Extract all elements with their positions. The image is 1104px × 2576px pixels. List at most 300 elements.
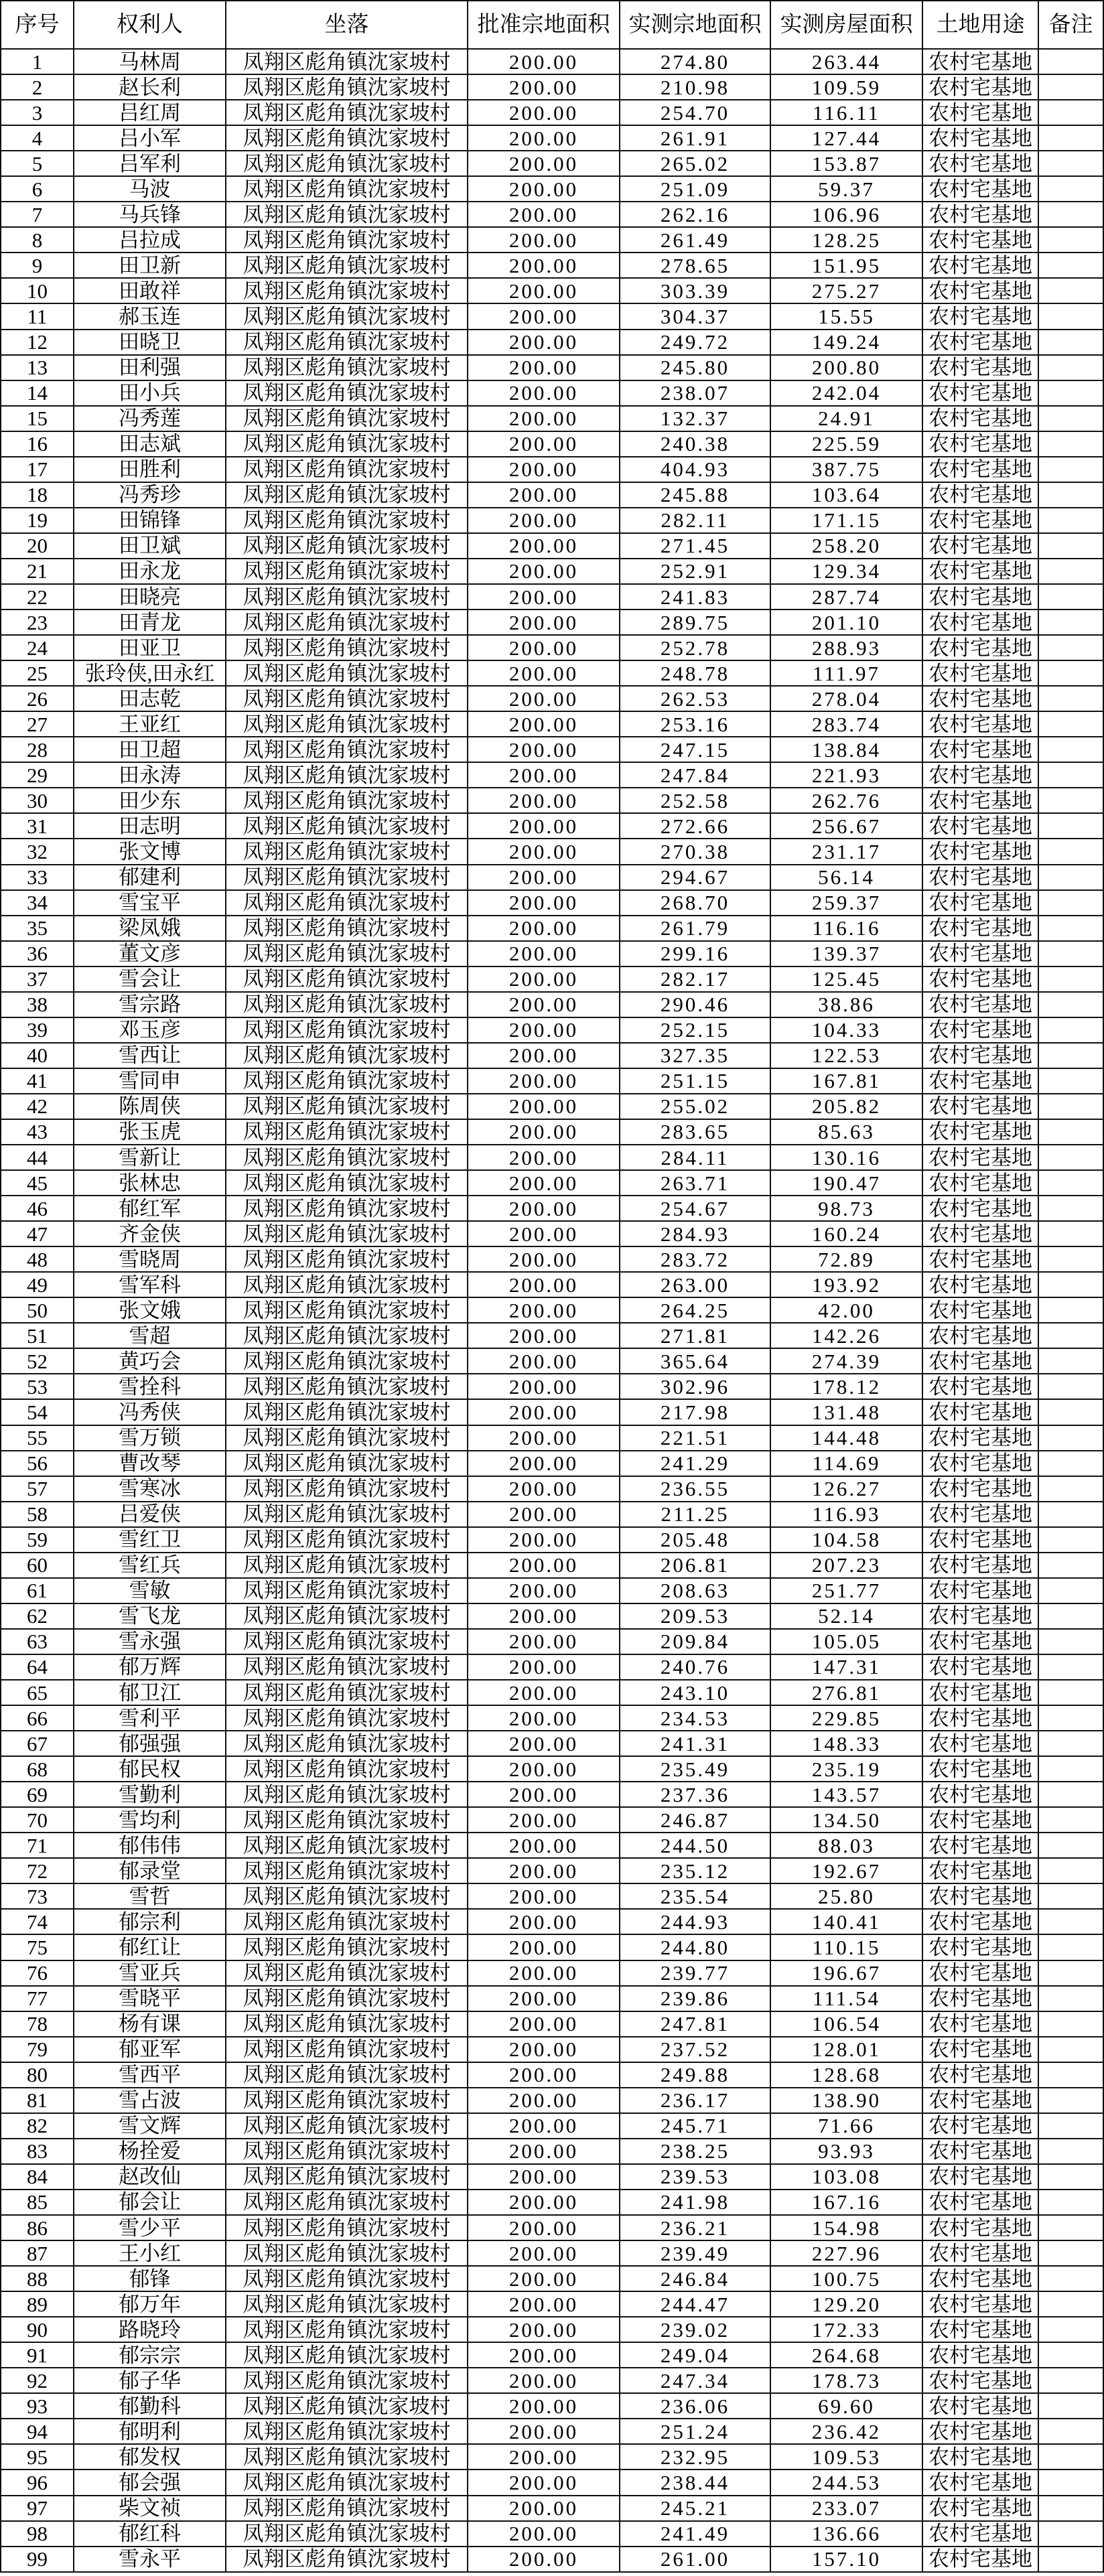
cell-location: 凤翔区彪角镇沈家坡村: [226, 712, 468, 737]
cell-row-number: 83: [1, 2139, 74, 2165]
cell-measured-house-area: 134.50: [771, 1808, 923, 1833]
cell-remark: [1039, 483, 1104, 508]
cell-row-number: 1: [1, 50, 74, 75]
cell-owner-name: 田晓卫: [74, 330, 226, 356]
cell-approved-land-area: 200.00: [468, 942, 620, 967]
cell-row-number: 27: [1, 712, 74, 737]
cell-remark: [1039, 2267, 1104, 2292]
cell-land-use: 农村宅基地: [923, 2343, 1039, 2368]
cell-measured-house-area: 288.93: [771, 636, 923, 661]
cell-location: 凤翔区彪角镇沈家坡村: [226, 737, 468, 763]
cell-location: 凤翔区彪角镇沈家坡村: [226, 2037, 468, 2063]
table-row: [1, 585, 1104, 610]
cell-land-use: 农村宅基地: [923, 687, 1039, 712]
cell-approved-land-area: 200.00: [468, 814, 620, 839]
cell-approved-land-area: 200.00: [468, 1273, 620, 1298]
cell-remark: [1039, 2012, 1104, 2037]
table-row: [1, 788, 1104, 814]
cell-row-number: 72: [1, 1859, 74, 1884]
cell-remark: [1039, 126, 1104, 151]
cell-measured-land-area: 240.38: [620, 432, 771, 457]
table-row: [1, 1323, 1104, 1349]
cell-measured-land-area: 245.21: [620, 2496, 771, 2522]
cell-owner-name: 郁卫江: [74, 1680, 226, 1706]
cell-remark: [1039, 1273, 1104, 1298]
cell-measured-house-area: 142.26: [771, 1323, 923, 1349]
cell-measured-house-area: 144.48: [771, 1426, 923, 1451]
table-row: [1, 1222, 1104, 1247]
cell-remark: [1039, 2317, 1104, 2343]
table-row: [1, 2139, 1104, 2165]
cell-measured-house-area: 116.11: [771, 100, 923, 126]
cell-approved-land-area: 200.00: [468, 279, 620, 304]
cell-remark: [1039, 1094, 1104, 1120]
cell-location: 凤翔区彪角镇沈家坡村: [226, 50, 468, 75]
cell-approved-land-area: 200.00: [468, 2190, 620, 2216]
cell-measured-land-area: 239.86: [620, 1987, 771, 2012]
table-row: [1, 2165, 1104, 2190]
cell-land-use: 农村宅基地: [923, 1044, 1039, 1069]
cell-approved-land-area: 200.00: [468, 202, 620, 228]
table-row: [1, 2522, 1104, 2547]
cell-row-number: 31: [1, 814, 74, 839]
cell-location: 凤翔区彪角镇沈家坡村: [226, 585, 468, 610]
cell-row-number: 49: [1, 1273, 74, 1298]
table-row: [1, 50, 1104, 75]
cell-row-number: 67: [1, 1731, 74, 1757]
table-row: [1, 1604, 1104, 1630]
cell-remark: [1039, 2470, 1104, 2496]
cell-owner-name: 郁录堂: [74, 1859, 226, 1884]
cell-row-number: 39: [1, 1018, 74, 1044]
table-row: [1, 407, 1104, 432]
cell-owner-name: 吕爱侠: [74, 1502, 226, 1528]
cell-remark: [1039, 916, 1104, 942]
cell-row-number: 84: [1, 2165, 74, 2190]
cell-measured-house-area: 122.53: [771, 1044, 923, 1069]
table-row: [1, 1247, 1104, 1273]
cell-row-number: 41: [1, 1069, 74, 1094]
cell-measured-land-area: 246.84: [620, 2267, 771, 2292]
cell-owner-name: 雪永强: [74, 1630, 226, 1655]
cell-row-number: 5: [1, 151, 74, 177]
cell-measured-house-area: 287.74: [771, 585, 923, 610]
table-row: [1, 1706, 1104, 1731]
cell-remark: [1039, 1247, 1104, 1273]
cell-location: 凤翔区彪角镇沈家坡村: [226, 2267, 468, 2292]
cell-owner-name: 雪拴科: [74, 1374, 226, 1400]
cell-row-number: 58: [1, 1502, 74, 1528]
cell-measured-land-area: 244.93: [620, 1910, 771, 1935]
cell-owner-name: 路晓玲: [74, 2317, 226, 2343]
cell-location: 凤翔区彪角镇沈家坡村: [226, 1247, 468, 1273]
table-row: [1, 1400, 1104, 1425]
cell-land-use: 农村宅基地: [923, 253, 1039, 279]
cell-row-number: 82: [1, 2114, 74, 2139]
table-row: [1, 2368, 1104, 2394]
cell-location: 凤翔区彪角镇沈家坡村: [226, 304, 468, 330]
cell-row-number: 9: [1, 253, 74, 279]
cell-remark: [1039, 585, 1104, 610]
cell-approved-land-area: 200.00: [468, 1477, 620, 1502]
cell-measured-house-area: 88.03: [771, 1833, 923, 1859]
cell-measured-house-area: 128.68: [771, 2063, 923, 2088]
cell-row-number: 90: [1, 2317, 74, 2343]
cell-owner-name: 郁发权: [74, 2445, 226, 2470]
cell-row-number: 45: [1, 1171, 74, 1196]
cell-owner-name: 雪永平: [74, 2547, 226, 2573]
cell-remark: [1039, 1604, 1104, 1630]
cell-row-number: 7: [1, 202, 74, 228]
cell-measured-house-area: 207.23: [771, 1553, 923, 1579]
cell-land-use: 农村宅基地: [923, 1273, 1039, 1298]
cell-measured-house-area: 259.37: [771, 891, 923, 916]
cell-measured-house-area: 244.53: [771, 2470, 923, 2496]
cell-location: 凤翔区彪角镇沈家坡村: [226, 1374, 468, 1400]
cell-owner-name: 田卫斌: [74, 534, 226, 559]
cell-land-use: 农村宅基地: [923, 1808, 1039, 1833]
cell-measured-land-area: 294.67: [620, 865, 771, 891]
cell-approved-land-area: 200.00: [468, 1706, 620, 1731]
cell-owner-name: 郁会强: [74, 2470, 226, 2496]
cell-row-number: 55: [1, 1426, 74, 1451]
cell-location: 凤翔区彪角镇沈家坡村: [226, 228, 468, 253]
cell-remark: [1039, 636, 1104, 661]
cell-land-use: 农村宅基地: [923, 636, 1039, 661]
cell-measured-land-area: 303.39: [620, 279, 771, 304]
cell-land-use: 农村宅基地: [923, 916, 1039, 942]
cell-land-use: 农村宅基地: [923, 1731, 1039, 1757]
cell-owner-name: 田小兵: [74, 381, 226, 407]
cell-remark: [1039, 1680, 1104, 1706]
cell-approved-land-area: 200.00: [468, 1859, 620, 1884]
cell-location: 凤翔区彪角镇沈家坡村: [226, 2241, 468, 2267]
cell-measured-land-area: 249.88: [620, 2063, 771, 2088]
cell-location: 凤翔区彪角镇沈家坡村: [226, 839, 468, 865]
cell-measured-land-area: 208.63: [620, 1579, 771, 1604]
cell-approved-land-area: 200.00: [468, 2317, 620, 2343]
cell-measured-land-area: 239.53: [620, 2165, 771, 2190]
cell-approved-land-area: 200.00: [468, 1247, 620, 1273]
cell-location: 凤翔区彪角镇沈家坡村: [226, 967, 468, 993]
cell-measured-house-area: 251.77: [771, 1579, 923, 1604]
cell-land-use: 农村宅基地: [923, 279, 1039, 304]
table-row: [1, 1859, 1104, 1884]
cell-remark: [1039, 457, 1104, 483]
cell-measured-land-area: 236.17: [620, 2088, 771, 2114]
cell-approved-land-area: 200.00: [468, 177, 620, 202]
cell-remark: [1039, 2139, 1104, 2165]
cell-land-use: 农村宅基地: [923, 2088, 1039, 2114]
table-row: [1, 1145, 1104, 1171]
cell-row-number: 60: [1, 1553, 74, 1579]
cell-remark: [1039, 2419, 1104, 2445]
cell-location: 凤翔区彪角镇沈家坡村: [226, 1094, 468, 1120]
cell-owner-name: 马波: [74, 177, 226, 202]
cell-measured-land-area: 245.71: [620, 2114, 771, 2139]
cell-measured-land-area: 290.46: [620, 993, 771, 1018]
cell-measured-land-area: 243.10: [620, 1680, 771, 1706]
cell-remark: [1039, 891, 1104, 916]
cell-owner-name: 吕军利: [74, 151, 226, 177]
cell-row-number: 20: [1, 534, 74, 559]
cell-measured-house-area: 258.20: [771, 534, 923, 559]
cell-location: 凤翔区彪角镇沈家坡村: [226, 330, 468, 356]
cell-remark: [1039, 432, 1104, 457]
cell-measured-land-area: 271.81: [620, 1323, 771, 1349]
cell-measured-land-area: 132.37: [620, 407, 771, 432]
cell-approved-land-area: 200.00: [468, 1502, 620, 1528]
cell-land-use: 农村宅基地: [923, 2470, 1039, 2496]
table-row: [1, 610, 1104, 636]
cell-row-number: 24: [1, 636, 74, 661]
cell-land-use: 农村宅基地: [923, 1349, 1039, 1374]
cell-measured-land-area: 206.81: [620, 1553, 771, 1579]
cell-owner-name: 雪飞龙: [74, 1604, 226, 1630]
table-row: [1, 1910, 1104, 1935]
cell-location: 凤翔区彪角镇沈家坡村: [226, 942, 468, 967]
cell-measured-house-area: 148.33: [771, 1731, 923, 1757]
cell-measured-house-area: 205.82: [771, 1094, 923, 1120]
table-row: [1, 483, 1104, 508]
cell-row-number: 25: [1, 661, 74, 687]
cell-remark: [1039, 865, 1104, 891]
cell-measured-land-area: 270.38: [620, 839, 771, 865]
table-row: [1, 1094, 1104, 1120]
cell-row-number: 80: [1, 2063, 74, 2088]
table-row: [1, 2190, 1104, 2216]
cell-remark: [1039, 151, 1104, 177]
cell-location: 凤翔区彪角镇沈家坡村: [226, 1859, 468, 1884]
cell-land-use: 农村宅基地: [923, 1451, 1039, 1477]
cell-measured-house-area: 98.73: [771, 1196, 923, 1222]
cell-remark: [1039, 1528, 1104, 1553]
cell-location: 凤翔区彪角镇沈家坡村: [226, 636, 468, 661]
cell-land-use: 农村宅基地: [923, 2063, 1039, 2088]
cell-approved-land-area: 200.00: [468, 1604, 620, 1630]
cell-land-use: 农村宅基地: [923, 2241, 1039, 2267]
cell-remark: [1039, 1374, 1104, 1400]
cell-approved-land-area: 200.00: [468, 1935, 620, 1960]
cell-owner-name: 黄巧会: [74, 1349, 226, 1374]
cell-land-use: 农村宅基地: [923, 737, 1039, 763]
cell-measured-house-area: 263.44: [771, 50, 923, 75]
cell-remark: [1039, 2343, 1104, 2368]
cell-measured-house-area: 126.27: [771, 1477, 923, 1502]
cell-location: 凤翔区彪角镇沈家坡村: [226, 2419, 468, 2445]
cell-land-use: 农村宅基地: [923, 1069, 1039, 1094]
cell-row-number: 77: [1, 1987, 74, 2012]
cell-measured-house-area: 93.93: [771, 2139, 923, 2165]
cell-owner-name: 董文彦: [74, 942, 226, 967]
cell-owner-name: 雪会让: [74, 967, 226, 993]
cell-approved-land-area: 200.00: [468, 763, 620, 788]
cell-measured-house-area: 139.37: [771, 942, 923, 967]
cell-measured-house-area: 143.57: [771, 1782, 923, 1808]
cell-row-number: 93: [1, 2394, 74, 2419]
cell-land-use: 农村宅基地: [923, 1859, 1039, 1884]
cell-approved-land-area: 200.00: [468, 330, 620, 356]
cell-approved-land-area: 200.00: [468, 1731, 620, 1757]
cell-row-number: 4: [1, 126, 74, 151]
cell-remark: [1039, 177, 1104, 202]
cell-measured-house-area: 264.68: [771, 2343, 923, 2368]
cell-location: 凤翔区彪角镇沈家坡村: [226, 253, 468, 279]
cell-location: 凤翔区彪角镇沈家坡村: [226, 2445, 468, 2470]
table-row: [1, 1987, 1104, 2012]
cell-owner-name: 赵改仙: [74, 2165, 226, 2190]
cell-remark: [1039, 2088, 1104, 2114]
cell-location: 凤翔区彪角镇沈家坡村: [226, 534, 468, 559]
cell-approved-land-area: 200.00: [468, 839, 620, 865]
cell-land-use: 农村宅基地: [923, 2216, 1039, 2241]
cell-measured-house-area: 106.54: [771, 2012, 923, 2037]
cell-land-use: 农村宅基地: [923, 1426, 1039, 1451]
cell-land-use: 农村宅基地: [923, 712, 1039, 737]
cell-row-number: 95: [1, 2445, 74, 2470]
cell-location: 凤翔区彪角镇沈家坡村: [226, 2522, 468, 2547]
cell-remark: [1039, 1859, 1104, 1884]
cell-owner-name: 雪均利: [74, 1808, 226, 1833]
cell-row-number: 69: [1, 1782, 74, 1808]
table-row: [1, 2394, 1104, 2419]
cell-land-use: 农村宅基地: [923, 1298, 1039, 1323]
cell-remark: [1039, 1298, 1104, 1323]
cell-approved-land-area: 200.00: [468, 2445, 620, 2470]
cell-location: 凤翔区彪角镇沈家坡村: [226, 1273, 468, 1298]
cell-owner-name: 田少东: [74, 788, 226, 814]
cell-row-number: 8: [1, 228, 74, 253]
cell-measured-land-area: 238.25: [620, 2139, 771, 2165]
cell-measured-land-area: 262.53: [620, 687, 771, 712]
cell-measured-house-area: 235.19: [771, 1757, 923, 1782]
cell-row-number: 46: [1, 1196, 74, 1222]
cell-owner-name: 张林忠: [74, 1171, 226, 1196]
cell-owner-name: 郁宗利: [74, 1910, 226, 1935]
cell-measured-house-area: 15.55: [771, 304, 923, 330]
cell-remark: [1039, 279, 1104, 304]
cell-measured-house-area: 104.58: [771, 1528, 923, 1553]
table-row: [1, 2419, 1104, 2445]
cell-owner-name: 郁子华: [74, 2368, 226, 2394]
cell-approved-land-area: 200.00: [468, 1349, 620, 1374]
cell-owner-name: 郁勤科: [74, 2394, 226, 2419]
cell-row-number: 64: [1, 1655, 74, 1680]
cell-location: 凤翔区彪角镇沈家坡村: [226, 610, 468, 636]
cell-remark: [1039, 2445, 1104, 2470]
cell-land-use: 农村宅基地: [923, 2368, 1039, 2394]
cell-measured-house-area: 72.89: [771, 1247, 923, 1273]
table-row: [1, 1120, 1104, 1145]
cell-owner-name: 雪少平: [74, 2216, 226, 2241]
cell-row-number: 59: [1, 1528, 74, 1553]
table-row: [1, 2445, 1104, 2470]
cell-measured-house-area: 116.16: [771, 916, 923, 942]
cell-owner-name: 郁伟伟: [74, 1833, 226, 1859]
cell-measured-land-area: 247.34: [620, 2368, 771, 2394]
cell-measured-land-area: 283.72: [620, 1247, 771, 1273]
cell-measured-land-area: 265.02: [620, 151, 771, 177]
cell-remark: [1039, 1145, 1104, 1171]
cell-land-use: 农村宅基地: [923, 75, 1039, 100]
cell-measured-house-area: 167.16: [771, 2190, 923, 2216]
cell-measured-land-area: 304.37: [620, 304, 771, 330]
cell-approved-land-area: 200.00: [468, 1018, 620, 1044]
cell-measured-land-area: 252.15: [620, 1018, 771, 1044]
cell-measured-land-area: 254.67: [620, 1196, 771, 1222]
cell-land-use: 农村宅基地: [923, 942, 1039, 967]
cell-approved-land-area: 200.00: [468, 2063, 620, 2088]
cell-approved-land-area: 200.00: [468, 2037, 620, 2063]
cell-remark: [1039, 407, 1104, 432]
cell-measured-land-area: 274.80: [620, 50, 771, 75]
cell-row-number: 70: [1, 1808, 74, 1833]
cell-measured-land-area: 253.16: [620, 712, 771, 737]
cell-location: 凤翔区彪角镇沈家坡村: [226, 814, 468, 839]
cell-location: 凤翔区彪角镇沈家坡村: [226, 1910, 468, 1935]
cell-measured-land-area: 284.11: [620, 1145, 771, 1171]
cell-remark: [1039, 508, 1104, 534]
table-row: [1, 1553, 1104, 1579]
table-row: [1, 661, 1104, 687]
table-row: [1, 1833, 1104, 1859]
cell-row-number: 81: [1, 2088, 74, 2114]
cell-measured-land-area: 283.65: [620, 1120, 771, 1145]
cell-land-use: 农村宅基地: [923, 228, 1039, 253]
cell-approved-land-area: 200.00: [468, 457, 620, 483]
cell-row-number: 51: [1, 1323, 74, 1349]
cell-land-use: 农村宅基地: [923, 1196, 1039, 1222]
cell-measured-house-area: 110.15: [771, 1935, 923, 1960]
cell-measured-land-area: 247.15: [620, 737, 771, 763]
cell-remark: [1039, 1171, 1104, 1196]
cell-location: 凤翔区彪角镇沈家坡村: [226, 1171, 468, 1196]
cell-measured-house-area: 227.96: [771, 2241, 923, 2267]
table-row: [1, 75, 1104, 100]
cell-approved-land-area: 200.00: [468, 1884, 620, 1910]
cell-owner-name: 雪寒冰: [74, 1477, 226, 1502]
table-row: [1, 993, 1104, 1018]
cell-remark: [1039, 1477, 1104, 1502]
cell-land-use: 农村宅基地: [923, 534, 1039, 559]
cell-land-use: 农村宅基地: [923, 585, 1039, 610]
cell-measured-house-area: 109.53: [771, 2445, 923, 2470]
cell-approved-land-area: 200.00: [468, 1680, 620, 1706]
cell-measured-land-area: 252.91: [620, 559, 771, 585]
cell-remark: [1039, 1782, 1104, 1808]
cell-measured-land-area: 235.12: [620, 1859, 771, 1884]
cell-row-number: 36: [1, 942, 74, 967]
cell-owner-name: 田志乾: [74, 687, 226, 712]
cell-measured-land-area: 261.79: [620, 916, 771, 942]
cell-row-number: 76: [1, 1961, 74, 1987]
cell-row-number: 17: [1, 457, 74, 483]
cell-land-use: 农村宅基地: [923, 126, 1039, 151]
cell-land-use: 农村宅基地: [923, 1171, 1039, 1196]
cell-row-number: 19: [1, 508, 74, 534]
cell-approved-land-area: 200.00: [468, 2419, 620, 2445]
cell-row-number: 99: [1, 2547, 74, 2573]
cell-location: 凤翔区彪角镇沈家坡村: [226, 1884, 468, 1910]
cell-approved-land-area: 200.00: [468, 1579, 620, 1604]
cell-measured-land-area: 255.02: [620, 1094, 771, 1120]
cell-remark: [1039, 228, 1104, 253]
cell-location: 凤翔区彪角镇沈家坡村: [226, 2547, 468, 2573]
cell-measured-land-area: 249.04: [620, 2343, 771, 2368]
cell-measured-land-area: 238.07: [620, 381, 771, 407]
table-row: [1, 636, 1104, 661]
cell-land-use: 农村宅基地: [923, 100, 1039, 126]
